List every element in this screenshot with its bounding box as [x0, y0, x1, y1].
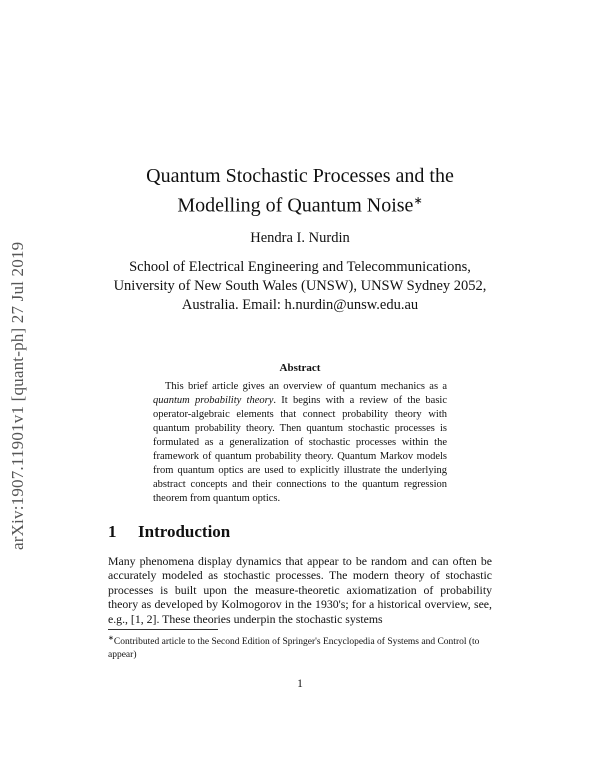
abstract-italic-term: quantum probability theory	[153, 395, 274, 406]
affiliation-line-2: University of New South Wales (UNSW), UNSW Sydney 2052,	[113, 278, 487, 294]
arxiv-identifier-text: arXiv:1907.11901v1 [quant-ph] 27 Jul 2019	[8, 241, 27, 550]
affiliation-line-1: School of Electrical Engineering and Telecommunications,	[129, 259, 471, 275]
section-number: 1	[108, 522, 117, 541]
abstract-text-rest: . It begins with a review of the basic operator-algebraic elements that connect probability theory with quantum probability theory. Then quantum stochastic processes is formulated as a generalization of stochastic processes within the framework of quantum probability theory. Quantum Markov models from quantum optics are used to explicitly illustrate the underlying abstract concepts and their connections to the quantum regression theorem from quantum optics.	[153, 395, 447, 504]
title-line-2-text: Modelling of Quantum Noise	[177, 194, 414, 217]
abstract-body	[153, 380, 447, 506]
page-number: 1	[297, 678, 303, 690]
title-footnote-mark: ∗	[413, 195, 423, 207]
footnote-mark: ∗	[108, 634, 114, 642]
section-title: Introduction	[138, 522, 231, 541]
author-name: Hendra I. Nurdin	[250, 230, 350, 246]
title-line-2	[108, 189, 492, 219]
abstract-text-start: This brief article gives an overview of quantum mechanics as a	[165, 381, 447, 392]
affiliation-line-3: Australia. Email: h.nurdin@unsw.edu.au	[181, 297, 419, 313]
title-line-1: Quantum Stochastic Processes and the	[146, 165, 454, 187]
section-body	[108, 554, 492, 626]
footnote	[108, 632, 492, 661]
abstract-paragraph	[153, 380, 447, 506]
arxiv-identifier-stamp	[8, 190, 32, 550]
abstract-heading: Abstract	[279, 362, 321, 374]
author-affiliation	[108, 258, 492, 315]
footnote-divider	[108, 629, 218, 630]
footnote-text: Contributed article to the Second Edition of Springer's Encyclopedia of Systems and Control (to appear)	[108, 637, 480, 660]
section-heading	[108, 522, 492, 542]
paper-title	[108, 164, 492, 219]
body-paragraph: Many phenomena display dynamics that appear to be random and can often be accurately modeled as stochastic processes. The modern theory of stochastic processes is built upon the measure-theoretic axiomatization of probability theory as developed by Kolmogorov in the 1930's; for a historical overview, see, e.g., [1, 2]. These theories underpin the stochastic systems	[108, 554, 492, 626]
